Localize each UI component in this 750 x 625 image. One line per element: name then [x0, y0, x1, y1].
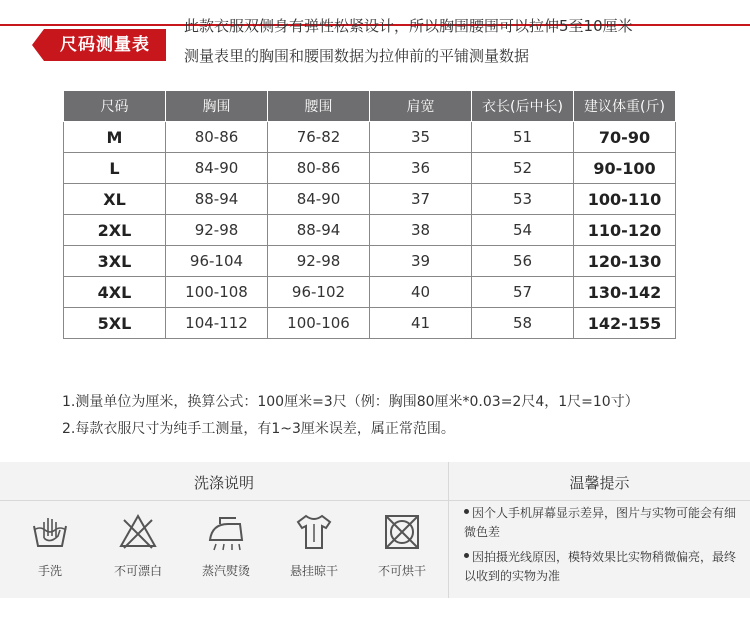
cell-weight: 110-120: [574, 215, 676, 246]
bullet-dot: [464, 509, 469, 514]
cell-shoulder: 35: [370, 122, 472, 153]
cell-waist: 76-82: [268, 122, 370, 153]
table-row: [64, 122, 676, 153]
cell-weight: 70-90: [574, 122, 676, 153]
table-row: [64, 246, 676, 277]
cell-chest: 92-98: [166, 215, 268, 246]
size-table-header: [64, 91, 676, 122]
table-row: [64, 215, 676, 246]
cell-length: 58: [472, 308, 574, 339]
cell-weight: 100-110: [574, 184, 676, 215]
measurement-note: 测量表里的胸围和腰围数据为拉伸前的平铺测量数据: [184, 47, 530, 65]
care-label-steam-iron: 蒸汽熨烫: [201, 564, 250, 578]
header-length: 衣长(后中长): [472, 91, 574, 122]
cell-size: 3XL: [64, 246, 166, 277]
header-chest: 胸围: [166, 91, 268, 122]
cell-weight: 130-142: [574, 277, 676, 308]
cell-length: 52: [472, 153, 574, 184]
tip-text: 因个人手机屏幕显示差异，图片与实物可能会有细微色差: [464, 506, 737, 539]
cell-size: 2XL: [64, 215, 166, 246]
hand-wash-icon: [30, 512, 70, 552]
cell-shoulder: 36: [370, 153, 472, 184]
care-item-steam-iron: [186, 512, 266, 579]
cell-chest: 88-94: [166, 184, 268, 215]
cell-length: 51: [472, 122, 574, 153]
cell-waist: 92-98: [268, 246, 370, 277]
care-item-no-tumble-dry: [362, 512, 442, 579]
cell-chest: 84-90: [166, 153, 268, 184]
cell-size: XL: [64, 184, 166, 215]
bullet-dot: [464, 553, 469, 558]
care-label-hand-wash: 手洗: [37, 564, 62, 578]
cell-waist: 84-90: [268, 184, 370, 215]
cell-weight: 120-130: [574, 246, 676, 277]
no-tumble-dry-icon: [382, 512, 422, 552]
care-label-no-bleach: 不可漂白: [113, 564, 162, 578]
cell-shoulder: 41: [370, 308, 472, 339]
cell-length: 57: [472, 277, 574, 308]
cell-shoulder: 37: [370, 184, 472, 215]
cell-size: 5XL: [64, 308, 166, 339]
cell-size: M: [64, 122, 166, 153]
table-row: [64, 308, 676, 339]
no-bleach-icon: [118, 512, 158, 552]
header-weight: 建议体重(斤): [574, 91, 676, 122]
tip-lighting: [464, 548, 744, 586]
care-label-hang-dry: 悬挂晾干: [289, 564, 338, 578]
cell-weight: 90-100: [574, 153, 676, 184]
care-title: 洗涤说明: [193, 474, 254, 492]
footnote-measurement-error: 2.每款衣服尺寸为纯手工测量，有1~3厘米误差，属正常范围。: [62, 421, 455, 437]
cell-shoulder: 39: [370, 246, 472, 277]
table-row: [64, 153, 676, 184]
tips-title: 温馨提示: [569, 474, 630, 492]
cell-waist: 100-106: [268, 308, 370, 339]
cell-length: 53: [472, 184, 574, 215]
header-shoulder: 肩宽: [370, 91, 472, 122]
care-panel: [0, 462, 750, 598]
cell-chest: 96-104: [166, 246, 268, 277]
tip-color-difference: [464, 504, 744, 542]
care-item-hang-dry: [274, 512, 354, 579]
table-row: [64, 277, 676, 308]
cell-length: 54: [472, 215, 574, 246]
elastic-note: 此款衣服双侧身有弹性松紧设计，所以胸围腰围可以拉伸5至10厘米: [184, 17, 633, 35]
cell-waist: 88-94: [268, 215, 370, 246]
care-label-no-tumble-dry: 不可烘干: [377, 564, 426, 578]
cell-size: 4XL: [64, 277, 166, 308]
footnote-unit-conversion: 1.测量单位为厘米，换算公式：100厘米=3尺（例：胸围80厘米*0.03=2尺4，1尺=10寸）: [62, 394, 639, 410]
tip-text: 因拍摄光线原因，模特效果比实物稍微偏亮，最终以收到的实物为准: [464, 550, 737, 583]
hang-dry-icon: [294, 512, 334, 552]
size-chart-badge: 尺码测量表: [44, 29, 166, 61]
care-item-hand-wash: [10, 512, 90, 579]
cell-chest: 100-108: [166, 277, 268, 308]
table-row: [64, 184, 676, 215]
header-size: 尺码: [64, 91, 166, 122]
cell-shoulder: 38: [370, 215, 472, 246]
cell-weight: 142-155: [574, 308, 676, 339]
cell-chest: 80-86: [166, 122, 268, 153]
size-table: [63, 90, 676, 339]
cell-waist: 80-86: [268, 153, 370, 184]
cell-length: 56: [472, 246, 574, 277]
cell-size: L: [64, 153, 166, 184]
steam-iron-icon: [206, 512, 246, 552]
care-title-divider: [0, 500, 448, 501]
cell-shoulder: 40: [370, 277, 472, 308]
cell-waist: 96-102: [268, 277, 370, 308]
care-item-no-bleach: [98, 512, 178, 579]
cell-chest: 104-112: [166, 308, 268, 339]
tips-title-divider: [449, 500, 750, 501]
header-waist: 腰围: [268, 91, 370, 122]
